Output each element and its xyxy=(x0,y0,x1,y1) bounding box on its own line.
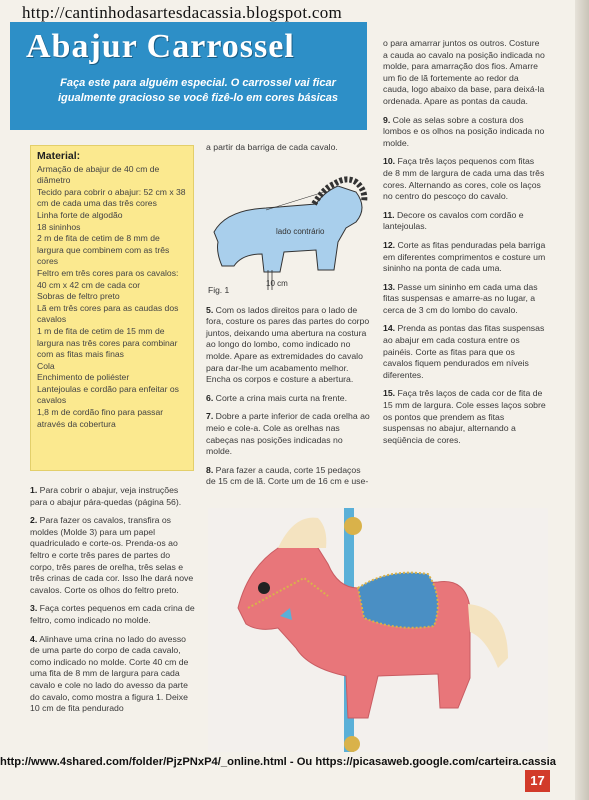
material-list xyxy=(37,164,187,431)
col3-step xyxy=(383,115,546,150)
step-text: Faça três laços pequenos com fitas de 8 mm de largura de cada uma das três cores. Alternando as cores, cole os laços no centro do pescoço do cavalo. xyxy=(383,156,545,202)
bell-icon xyxy=(344,517,362,535)
felt-horse-illustration xyxy=(208,508,548,752)
material-item: Armação de abajur de 40 cm de diâmetro xyxy=(37,163,160,186)
step-number: 9. xyxy=(383,114,391,125)
page-title: Abajur Carrossel xyxy=(26,28,295,65)
step-text: Corte as fitas penduradas pela barriga em diferentes comprimentos e costure um sininho na ponta de cada uma. xyxy=(383,239,546,274)
step-number: 10. xyxy=(383,156,396,167)
step-number: 14. xyxy=(383,323,396,334)
step-text: Prenda as pontas das fitas suspensas ao abajur em cada costura entre os painéis. Corte as fitas para que os cavalos fiquem pendurados em níveis diferentes. xyxy=(383,323,545,380)
instructions-column-3 xyxy=(383,38,546,453)
page-edge xyxy=(575,0,589,800)
col3-step xyxy=(383,388,546,446)
page-subtitle: Faça este para alguém especial. O carrossel vai ficar igualmente gracioso se você fizê-lo em cores básicas xyxy=(57,77,338,104)
title-banner xyxy=(10,22,367,130)
material-item: 1,8 m de cordão fino para passar através da cobertura xyxy=(37,407,164,429)
step-text: Com os lados direitos para o lado de fora, costure os pares das partes do corpo juntos, deixando uma abertura na costura ao longo do lombo, como indicado no molde. Apare as extremidades do cavalo para dar-lhe um acabamento melhor. Encha os corpos e costure a abertura. xyxy=(206,304,370,385)
step-number: 15. xyxy=(383,388,396,399)
col2-step xyxy=(206,465,371,488)
col1-step xyxy=(30,603,195,626)
material-item: Sobras de feltro preto xyxy=(37,291,120,302)
step-text: Para cobrir o abajur, veja instruções para o abajur pára-quedas (página 56). xyxy=(30,485,182,507)
col1-step xyxy=(30,515,195,596)
figure-label-measure: 10 cm xyxy=(266,279,288,288)
step-text: Dobre a parte inferior de cada orelha ao meio e cole-a. Cole as orelhas nas cabeças nas posições indicadas no molde. xyxy=(206,411,370,457)
step-text: Corte a crina mais curta na frente. xyxy=(215,392,348,403)
material-item: Enchimento de poliéster xyxy=(37,372,130,383)
material-item: Cola xyxy=(37,360,55,371)
material-item: 1 m de fita de cetim de 15 mm de largura nas três cores para combinar com as fitas mais finas xyxy=(37,325,178,360)
figure-caption: Fig. 1 xyxy=(208,285,230,295)
footer-url: http://www.4shared.com/folder/PjzPNxP4/_online.html - Ou https://picasaweb.google.com/carteira.cassia xyxy=(0,756,556,768)
header-url: http://cantinhodasartesdacassia.blogspot.com xyxy=(22,3,343,22)
step-text: Faça cortes pequenos em cada crina de feltro, como indicado no molde. xyxy=(30,603,195,625)
col2-step xyxy=(206,393,371,405)
bell-icon xyxy=(344,736,360,752)
horse-photo xyxy=(208,508,548,752)
material-item: Lã em três cores para as caudas dos cavalos xyxy=(37,302,179,325)
col2-step xyxy=(206,305,371,386)
step-number: 1. xyxy=(30,485,38,495)
step-number: 3. xyxy=(30,603,38,614)
material-box xyxy=(30,145,194,471)
col1-step xyxy=(30,634,195,715)
material-item: Feltro em três cores para os cavalos: 40 cm x 42 cm de cada cor xyxy=(37,267,179,290)
horse-eye xyxy=(258,582,270,594)
col1-step xyxy=(30,485,195,508)
step-number: 7. xyxy=(206,411,214,422)
step-text: Passe um sininho em cada uma das fitas suspensas e amarre-as no lugar, a cerca de 3 cm do lombo do cavalo. xyxy=(383,281,538,315)
col3-step xyxy=(383,156,546,202)
step-text: Alinhave uma crina no lado do avesso de uma parte do corpo de cada cavalo, como indicado no molde. Corte 40 cm de uma fita de 8 mm de largura para cada cavalo e cole no lado do avesso da parte do cavalo, como mostra a figura 1. Deixe 10 cm de fita pendurado xyxy=(30,633,189,714)
step-number: 5. xyxy=(206,304,214,315)
material-item: Lantejoulas e cordão para enfeitar os cavalos xyxy=(37,383,179,406)
step-number: 6. xyxy=(206,392,214,403)
col3-step xyxy=(383,323,546,381)
step-text: Faça três laços de cada cor de fita de 15 mm de largura. Cole esses laços sobre os pontos que prendem as fitas suspensas no abajur, alternando a seqüência de cores. xyxy=(383,388,546,445)
figure-label-side: lado contrário xyxy=(276,227,325,236)
step-text: Decore os cavalos com cordão e lantejoulas. xyxy=(383,209,524,232)
instructions-column-1 xyxy=(30,485,195,722)
step-number: 13. xyxy=(383,281,396,292)
step-text: Para fazer os cavalos, transfira os moldes (Molde 3) para um papel quadriculado e corte-os. Prenda-os ao feltro e corte três pares de partes do corpo, três pares de orelha, três selas e três crinas de cada cor. Isso lhe dará nove cavalos. Corte os olhos do feltro preto. xyxy=(30,515,194,595)
material-item: 18 sininhos xyxy=(37,221,81,232)
step-number: 11. xyxy=(383,209,395,220)
col2-intro: a partir da barriga de cada cavalo. xyxy=(206,142,338,152)
step-text: Para fazer a cauda, corte 15 pedaços de 15 cm de lã. Corte um de 16 cm e use- xyxy=(206,464,369,487)
page-number: 17 xyxy=(525,770,550,792)
col3-step xyxy=(383,282,546,317)
col3-step xyxy=(383,210,546,233)
material-heading: Material: xyxy=(37,150,81,162)
figure-horse-pattern xyxy=(206,162,374,292)
step-number: 8. xyxy=(206,464,214,475)
col2-step xyxy=(206,411,371,457)
col3-step xyxy=(383,240,546,275)
saddle xyxy=(358,573,438,628)
step-number: 12. xyxy=(383,239,396,250)
step-text: Cole as selas sobre a costura dos lombos e os olhos na posição indicada no molde. xyxy=(383,114,545,148)
step-number: 4. xyxy=(30,633,38,644)
material-item: Tecido para cobrir o abajur: 52 cm x 38 cm de cada uma das três cores xyxy=(37,186,186,209)
material-item: 2 m de fita de cetim de 8 mm de largura que combinem com as três cores xyxy=(37,233,170,267)
col3-intro: o para amarrar juntos os outros. Costure a cauda ao cavalo na posição indicada no molde, para amarração dos fios. Amarre um fio de lã fortemente ao redor da cauda, logo abaixo da base, para deixá-la ordenada. Apare as pontas da cauda. xyxy=(383,38,545,106)
step-number: 2. xyxy=(30,515,38,526)
material-item: Linha forte de algodão xyxy=(37,209,123,220)
